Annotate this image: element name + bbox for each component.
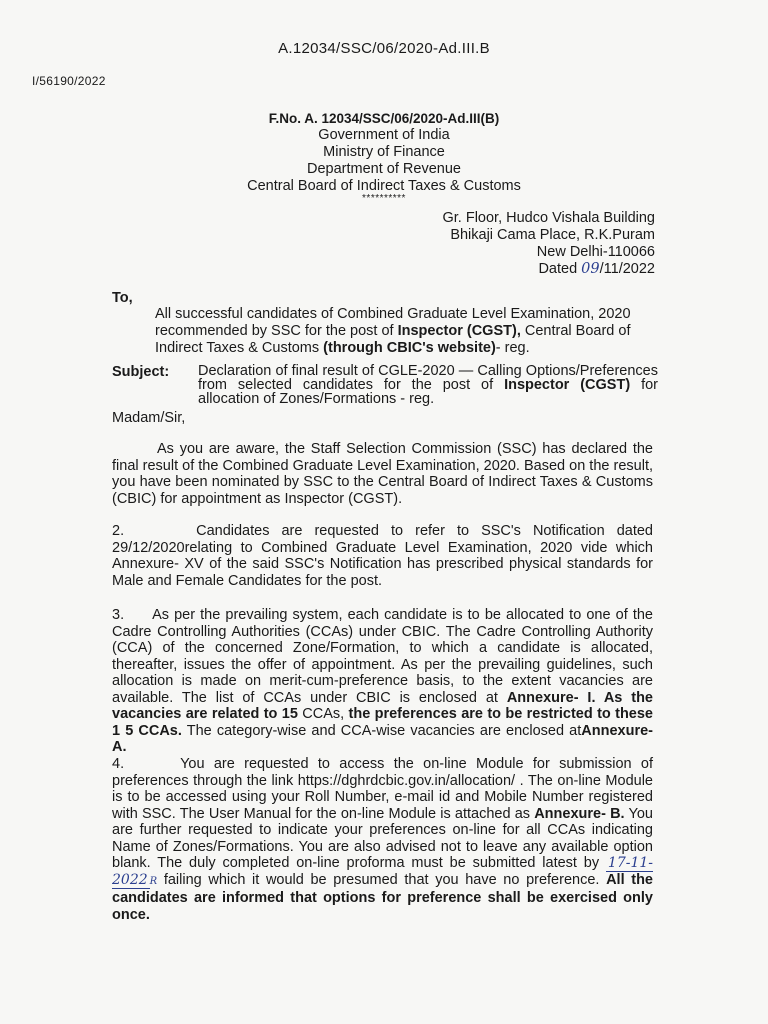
- paragraph-2: [112, 523, 653, 589]
- addressee-reg: - reg.: [495, 340, 530, 356]
- paragraph-3-annexure-a: Annexure- A.: [112, 722, 653, 755]
- paragraph-3-number: 3.: [112, 607, 125, 623]
- paragraph-4: [112, 756, 653, 923]
- paragraph-4-once-notice: All the candidates are informed that options for preference shall be exercised only once.: [112, 871, 653, 923]
- addressee-text: All successful candidates of Combined Graduate Level Examination, 2020 recommended by SSC for the post of: [155, 306, 631, 339]
- address-line-3: New Delhi-110066: [536, 244, 655, 260]
- dated-month-year: /11/2022: [599, 261, 655, 277]
- paragraph-1-text: As you are aware, the Staff Selection Commission (SSC) has declared the final result of the Combined Graduate Level Examination, 2020. Based on the result, you have been nominated by SSC to the Central Board of Indirect Taxes & Customs (CBIC) for appointment as Inspector (CGST).: [112, 441, 653, 507]
- dated-label: Dated: [538, 261, 582, 277]
- subject-post: Inspector (CGST): [504, 377, 631, 393]
- paragraph-3-text-c: The category-wise and CCA-wise vacancies are enclosed at: [181, 722, 582, 739]
- paragraph-1: [112, 441, 653, 507]
- salutation: Madam/Sir,: [112, 410, 186, 426]
- diary-number: I/56190/2022: [32, 74, 106, 88]
- paragraph-3-annexure-i: Annexure- I. As the vacancies are related to 15: [112, 689, 653, 722]
- letterhead-government: Government of India: [318, 127, 450, 143]
- addressee-post: Inspector (CGST),: [397, 323, 521, 339]
- letterhead-ministry: Ministry of Finance: [323, 144, 445, 160]
- paragraph-3: [112, 607, 653, 756]
- subject-label: Subject:: [112, 364, 170, 380]
- paragraph-2-text: Candidates are requested to refer to SSC's Notification dated 29/12/2020relating to Combined Graduate Level Examination, 2020 vide which Annexure- XV of the said SSC's Notification has prescribed physical standards for Male and Female Candidates for the post.: [112, 523, 653, 589]
- file-number: F.No. A. 12034/SSC/06/2020-Ad.III(B): [268, 111, 500, 126]
- paragraph-3-restriction: the preferences are to be restricted to these 1 5 CCAs.: [112, 706, 653, 739]
- paragraph-4-number: 4.: [112, 756, 125, 772]
- paragraph-4-text-b: You are further requested to indicate your preferences on-line for all CCAs indicating Name of Zones/Formations. You are also advised not to leave any available option blank. The duly completed on-line proforma must be submitted latest by: [112, 805, 653, 871]
- addressee: [155, 306, 675, 357]
- letterhead-separator: **********: [362, 193, 406, 204]
- addressee-channel: (through CBIC's website): [323, 340, 496, 356]
- letterhead: [0, 110, 768, 203]
- handwritten-day: 09: [581, 261, 600, 277]
- paragraph-4-annexure-b: Annexure- B.: [534, 805, 625, 822]
- paragraph-3-text-b: CCAs,: [297, 706, 349, 722]
- letterhead-department: Department of Revenue: [307, 161, 461, 177]
- file-reference: A.12034/SSC/06/2020-Ad.III.B: [278, 40, 490, 57]
- address-line-2: Bhikaji Cama Place, R.K.Puram: [450, 227, 655, 243]
- letter-date: [442, 261, 655, 278]
- to-label: To,: [112, 290, 133, 306]
- sender-address: [442, 210, 655, 278]
- paragraph-4-text-c: failing which it would be presumed that you have no preference.: [157, 871, 607, 888]
- paragraph-4-text-a: You are requested to access the on-line Module for submission of preferences through the link https://dghrdcbic.gov.in/allocation/ . The on-line Module is to be accessed using your Roll Number, e-mail id and Mobile Number registered with SSC. The User Manual for the on-line Module is attached as: [112, 756, 653, 822]
- letterhead-board: Central Board of Indirect Taxes & Customs: [247, 178, 521, 194]
- subject-text-b: for allocation of Zones/Formations - reg.: [198, 377, 658, 407]
- addressee-board: Central Board of Indirect Taxes & Customs: [155, 323, 631, 356]
- paragraph-3-text-a: As per the prevailing system, each candidate is to be allocated to one of the Cadre Controlling Authorities (CCAs) under CBIC. The Cadre Controlling Authority (CCA) of the concerned Zone/Formation, to which a candidate is allocated, thereafter, issues the offer of appointment. As per the prevailing guidelines, such allocation is made on merit-cum-preference basis, to the extent vacancies are available. The list of CCAs under CBIC is enclosed at: [112, 607, 653, 706]
- handwritten-initials: R: [149, 875, 158, 887]
- address-line-1: Gr. Floor, Hudco Vishala Building: [442, 210, 655, 226]
- subject-text: [198, 364, 658, 406]
- handwritten-deadline-date: 17-11-2022: [112, 855, 653, 888]
- paragraph-2-number: 2.: [112, 523, 125, 539]
- subject-text-a: Declaration of final result of CGLE-2020 — Calling Options/Preferences from selected candidates for the post of: [198, 363, 658, 393]
